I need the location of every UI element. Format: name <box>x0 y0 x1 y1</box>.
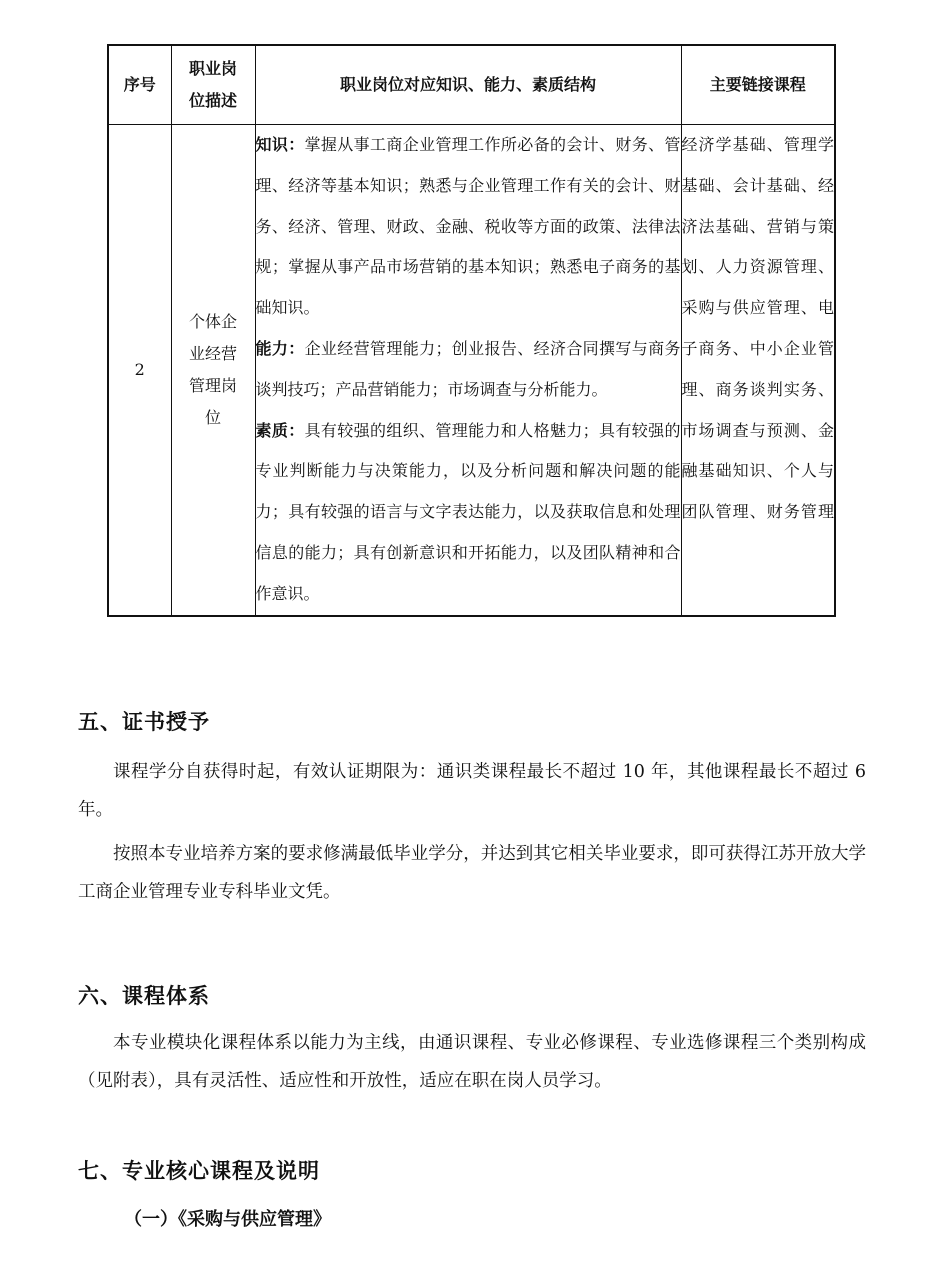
section6-title: 六、课程体系 <box>78 983 210 1008</box>
knowledge-paragraph <box>256 125 681 329</box>
cell-job-desc-text: 个体企业经营管理岗位 <box>188 311 237 427</box>
header-seq: 序号 <box>108 45 171 125</box>
header-job-desc-text: 职业岗位描述 <box>188 59 237 110</box>
cell-courses: 经济学基础、管理学基础、会计基础、经济法基础、营销与策划、人力资源管理、采购与供应管理、电子商务、中小企业管理、商务谈判实务、市场调查与预测、金融基础知识、个人与团队管理、财务管理 <box>681 125 835 616</box>
table-row <box>108 125 835 616</box>
job-structure-table <box>107 44 836 617</box>
header-job-desc <box>171 45 255 125</box>
header-structure: 职业岗位对应知识、能力、素质结构 <box>255 45 681 125</box>
cell-structure <box>255 125 681 616</box>
section5-paragraph-2: 按照本专业培养方案的要求修满最低毕业学分，并达到其它相关毕业要求，即可获得江苏开放大学工商企业管理专业专科毕业文凭。 <box>78 844 866 902</box>
section7-subtitle-1: （一）《采购与供应管理》 <box>124 1209 331 1230</box>
section6-paragraph-1: 本专业模块化课程体系以能力为主线，由通识课程、专业必修课程、专业选修课程三个类别构成（见附表），具有灵活性、适应性和开放性，适应在职在岗人员学习。 <box>78 1033 866 1091</box>
knowledge-text: 掌握从事工商企业管理工作所必备的会计、财务、管理、经济等基本知识；熟悉与企业管理工作有关的会计、财务、经济、管理、财政、金融、税收等方面的政策、法律法规；掌握从事产品市场营销的基本知识；熟悉电子商务的基础知识。 <box>255 135 681 318</box>
table-header-row <box>108 45 835 125</box>
section5-paragraph-1: 课程学分自获得时起，有效认证期限为：通识类课程最长不超过 10 年，其他课程最长不超过 6 年。 <box>78 762 866 820</box>
quality-paragraph <box>256 411 681 615</box>
ability-label: 能力： <box>255 338 305 358</box>
cell-job-desc <box>171 125 255 616</box>
quality-text: 具有较强的组织、管理能力和人格魅力；具有较强的专业判断能力与决策能力，以及分析问题和解决问题的能力；具有较强的语言与文字表达能力，以及获取信息和处理信息的能力；具有创新意识和开拓能力，以及团队精神和合作意识。 <box>255 420 681 603</box>
quality-label: 素质： <box>255 420 305 440</box>
knowledge-label: 知识： <box>255 135 305 154</box>
cell-seq: 2 <box>108 125 171 616</box>
section7-title: 七、专业核心课程及说明 <box>78 1158 320 1183</box>
section5-title: 五、证书授予 <box>78 709 210 734</box>
ability-paragraph <box>256 329 681 411</box>
header-courses: 主要链接课程 <box>681 45 835 125</box>
ability-text: 企业经营管理能力；创业报告、经济合同撰写与商务谈判技巧；产品营销能力；市场调查与分析能力。 <box>255 338 681 399</box>
